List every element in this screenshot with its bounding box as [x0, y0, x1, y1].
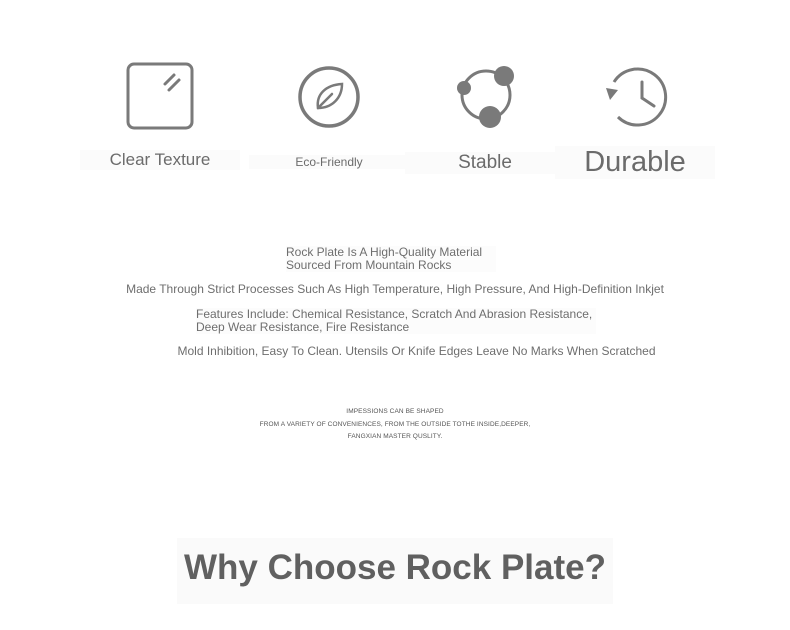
- feature-label: Durable: [555, 146, 715, 179]
- leaf-icon: [294, 60, 364, 130]
- description-process: Made Through Strict Processes Such As High Temperature, High Pressure, And High-Definition Inkjet: [126, 282, 664, 296]
- description-line: Rock Plate Is A High-Quality Material: [286, 245, 483, 259]
- small-text-line: IMPESSIONS CAN BE SHAPED: [346, 408, 444, 415]
- feature-durable: [555, 60, 715, 178]
- description-features: [196, 308, 596, 334]
- feature-label: Clear Texture: [80, 150, 240, 170]
- description-cleaning: Mold Inhibition, Easy To Clean. Utensils Or Knife Edges Leave No Marks When Scratched: [177, 344, 656, 358]
- clock-history-icon: [600, 60, 670, 130]
- small-text-line: FANGXIAN MASTER QUSLITY.: [347, 433, 443, 440]
- small-text-line: FROM A VARIETY OF CONVENIENCES, FROM THE OUTSIDE TOTHE INSIDE,DEEPER,: [259, 421, 531, 428]
- description-line: Features Include: Chemical Resistance, Scratch And Abrasion Resistance,: [196, 307, 593, 321]
- feature-stable: [405, 60, 565, 173]
- section-heading: Why Choose Rock Plate?: [177, 538, 613, 604]
- clear-texture-icon: [125, 60, 195, 130]
- stable-nodes-icon: [450, 60, 520, 130]
- feature-clear-texture: [80, 60, 240, 169]
- feature-eco-friendly: [249, 60, 409, 169]
- description-line: Sourced From Mountain Rocks: [286, 258, 452, 272]
- feature-label: Eco-Friendly: [249, 155, 409, 169]
- feature-label: Stable: [405, 152, 565, 174]
- description-rock-plate: [286, 246, 496, 272]
- description-line: Deep Wear Resistance, Fire Resistance: [196, 320, 410, 334]
